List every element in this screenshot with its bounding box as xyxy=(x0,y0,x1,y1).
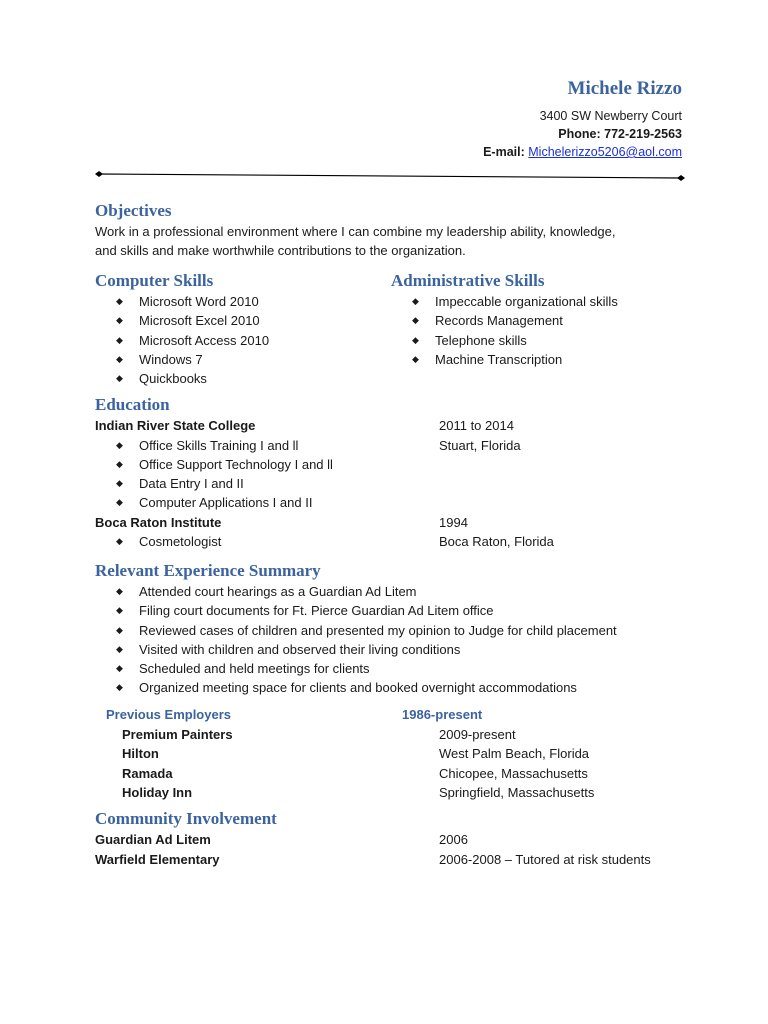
candidate-name: Michele Rizzo xyxy=(567,78,682,99)
objectives-section xyxy=(95,200,685,260)
admin-skills-heading: Administrative Skills xyxy=(391,271,545,290)
employer-row xyxy=(95,783,685,803)
computer-skills-heading: Computer Skills xyxy=(95,271,214,290)
community-row xyxy=(95,830,685,850)
list-item: ◆ Office Skills Training I and ll xyxy=(95,436,685,455)
employers-section xyxy=(95,705,685,803)
employer-row xyxy=(95,744,685,764)
list-item: ◆ Reviewed cases of children and presented my opinion to Judge for child placement xyxy=(95,621,685,640)
experience-heading: Relevant Experience Summary xyxy=(95,561,321,580)
employer-name: Premium Painters xyxy=(122,726,233,742)
community-section xyxy=(95,808,685,869)
employers-header-row xyxy=(95,705,685,725)
phone-line xyxy=(483,125,682,143)
list-item: ◆ Cosmetologist xyxy=(95,532,685,551)
course-list xyxy=(95,436,685,513)
phone-number: 772-219-2563 xyxy=(604,127,682,141)
list-item: ◆ Filing court documents for Ft. Pierce Guardian Ad Litem office xyxy=(95,601,685,620)
contact-header xyxy=(483,78,682,161)
email-label: E-mail: xyxy=(483,145,525,159)
community-heading: Community Involvement xyxy=(95,809,277,828)
address: 3400 SW Newberry Court xyxy=(539,109,682,123)
community-row xyxy=(95,850,685,870)
email-line xyxy=(483,143,682,161)
objectives-line-2: and skills and make worthwhile contributions to the organization. xyxy=(95,243,466,258)
list-item: ◆ Microsoft Excel 2010 xyxy=(95,311,269,330)
school-years: 2011 to 2014 xyxy=(439,418,514,433)
admin-skills-list xyxy=(391,292,681,369)
community-info: 2006 xyxy=(439,832,468,847)
list-item: ◆ Quickbooks xyxy=(95,369,269,388)
employers-heading: Previous Employers xyxy=(106,707,231,722)
course-list xyxy=(95,532,685,551)
employer-info: Chicopee, Massachusetts xyxy=(439,765,588,781)
school-name: Indian River State College xyxy=(95,418,256,433)
list-item: ◆ Organized meeting space for clients and booked overnight accommodations xyxy=(95,678,685,697)
school-row xyxy=(95,513,685,533)
list-item: ◆ Machine Transcription xyxy=(391,350,681,369)
employer-name: Ramada xyxy=(122,765,173,781)
school-location: Boca Raton, Florida xyxy=(439,534,554,550)
list-item: ◆ Records Management xyxy=(391,311,681,330)
list-item: ◆ Visited with children and observed their living conditions xyxy=(95,640,685,659)
employer-row xyxy=(95,725,685,745)
phone-label: Phone: xyxy=(558,127,601,141)
list-item: ◆ Windows 7 xyxy=(95,350,269,369)
community-org: Warfield Elementary xyxy=(95,851,220,867)
employers-range: 1986-present xyxy=(402,707,483,722)
email-link[interactable]: Michelerizzo5206@aol.com xyxy=(528,145,682,159)
school-location: Stuart, Florida xyxy=(439,437,521,453)
list-item: ◆ Microsoft Word 2010 xyxy=(95,292,269,311)
employer-info: Springfield, Massachusetts xyxy=(439,785,595,800)
school-year: 1994 xyxy=(439,514,468,530)
school-courses xyxy=(95,436,685,513)
employer-info: 2009-present xyxy=(439,726,516,742)
school-name: Boca Raton Institute xyxy=(95,514,222,530)
list-item: ◆ Scheduled and held meetings for clients xyxy=(95,659,685,678)
list-item: ◆ Telephone skills xyxy=(391,331,681,350)
school-row xyxy=(95,416,685,436)
administrative-skills xyxy=(391,270,681,369)
school-courses xyxy=(95,532,685,551)
employer-row xyxy=(95,764,685,784)
community-org: Guardian Ad Litem xyxy=(95,832,211,847)
education-heading: Education xyxy=(95,395,170,414)
list-item: ◆ Microsoft Access 2010 xyxy=(95,331,269,350)
education-section xyxy=(95,394,685,551)
computer-skills xyxy=(95,270,269,388)
list-item: ◆ Office Support Technology I and ll xyxy=(95,455,685,474)
computer-skills-list xyxy=(95,292,269,388)
list-item: ◆ Attended court hearings as a Guardian Ad Litem xyxy=(95,582,685,601)
experience-section xyxy=(95,560,685,698)
objectives-heading: Objectives xyxy=(95,201,172,220)
employer-info: West Palm Beach, Florida xyxy=(439,746,590,761)
objectives-line-1: Work in a professional environment where I can combine my leadership ability, knowledge, xyxy=(95,224,616,239)
header-divider xyxy=(95,171,685,181)
community-info: 2006-2008 – Tutored at risk students xyxy=(439,851,651,867)
employer-name: Holiday Inn xyxy=(122,785,193,800)
experience-list xyxy=(95,582,685,698)
list-item: ◆ Computer Applications I and II xyxy=(95,493,685,512)
list-item: ◆ Data Entry I and II xyxy=(95,474,685,493)
list-item: ◆ Impeccable organizational skills xyxy=(391,292,681,311)
employer-name: Hilton xyxy=(122,746,159,761)
